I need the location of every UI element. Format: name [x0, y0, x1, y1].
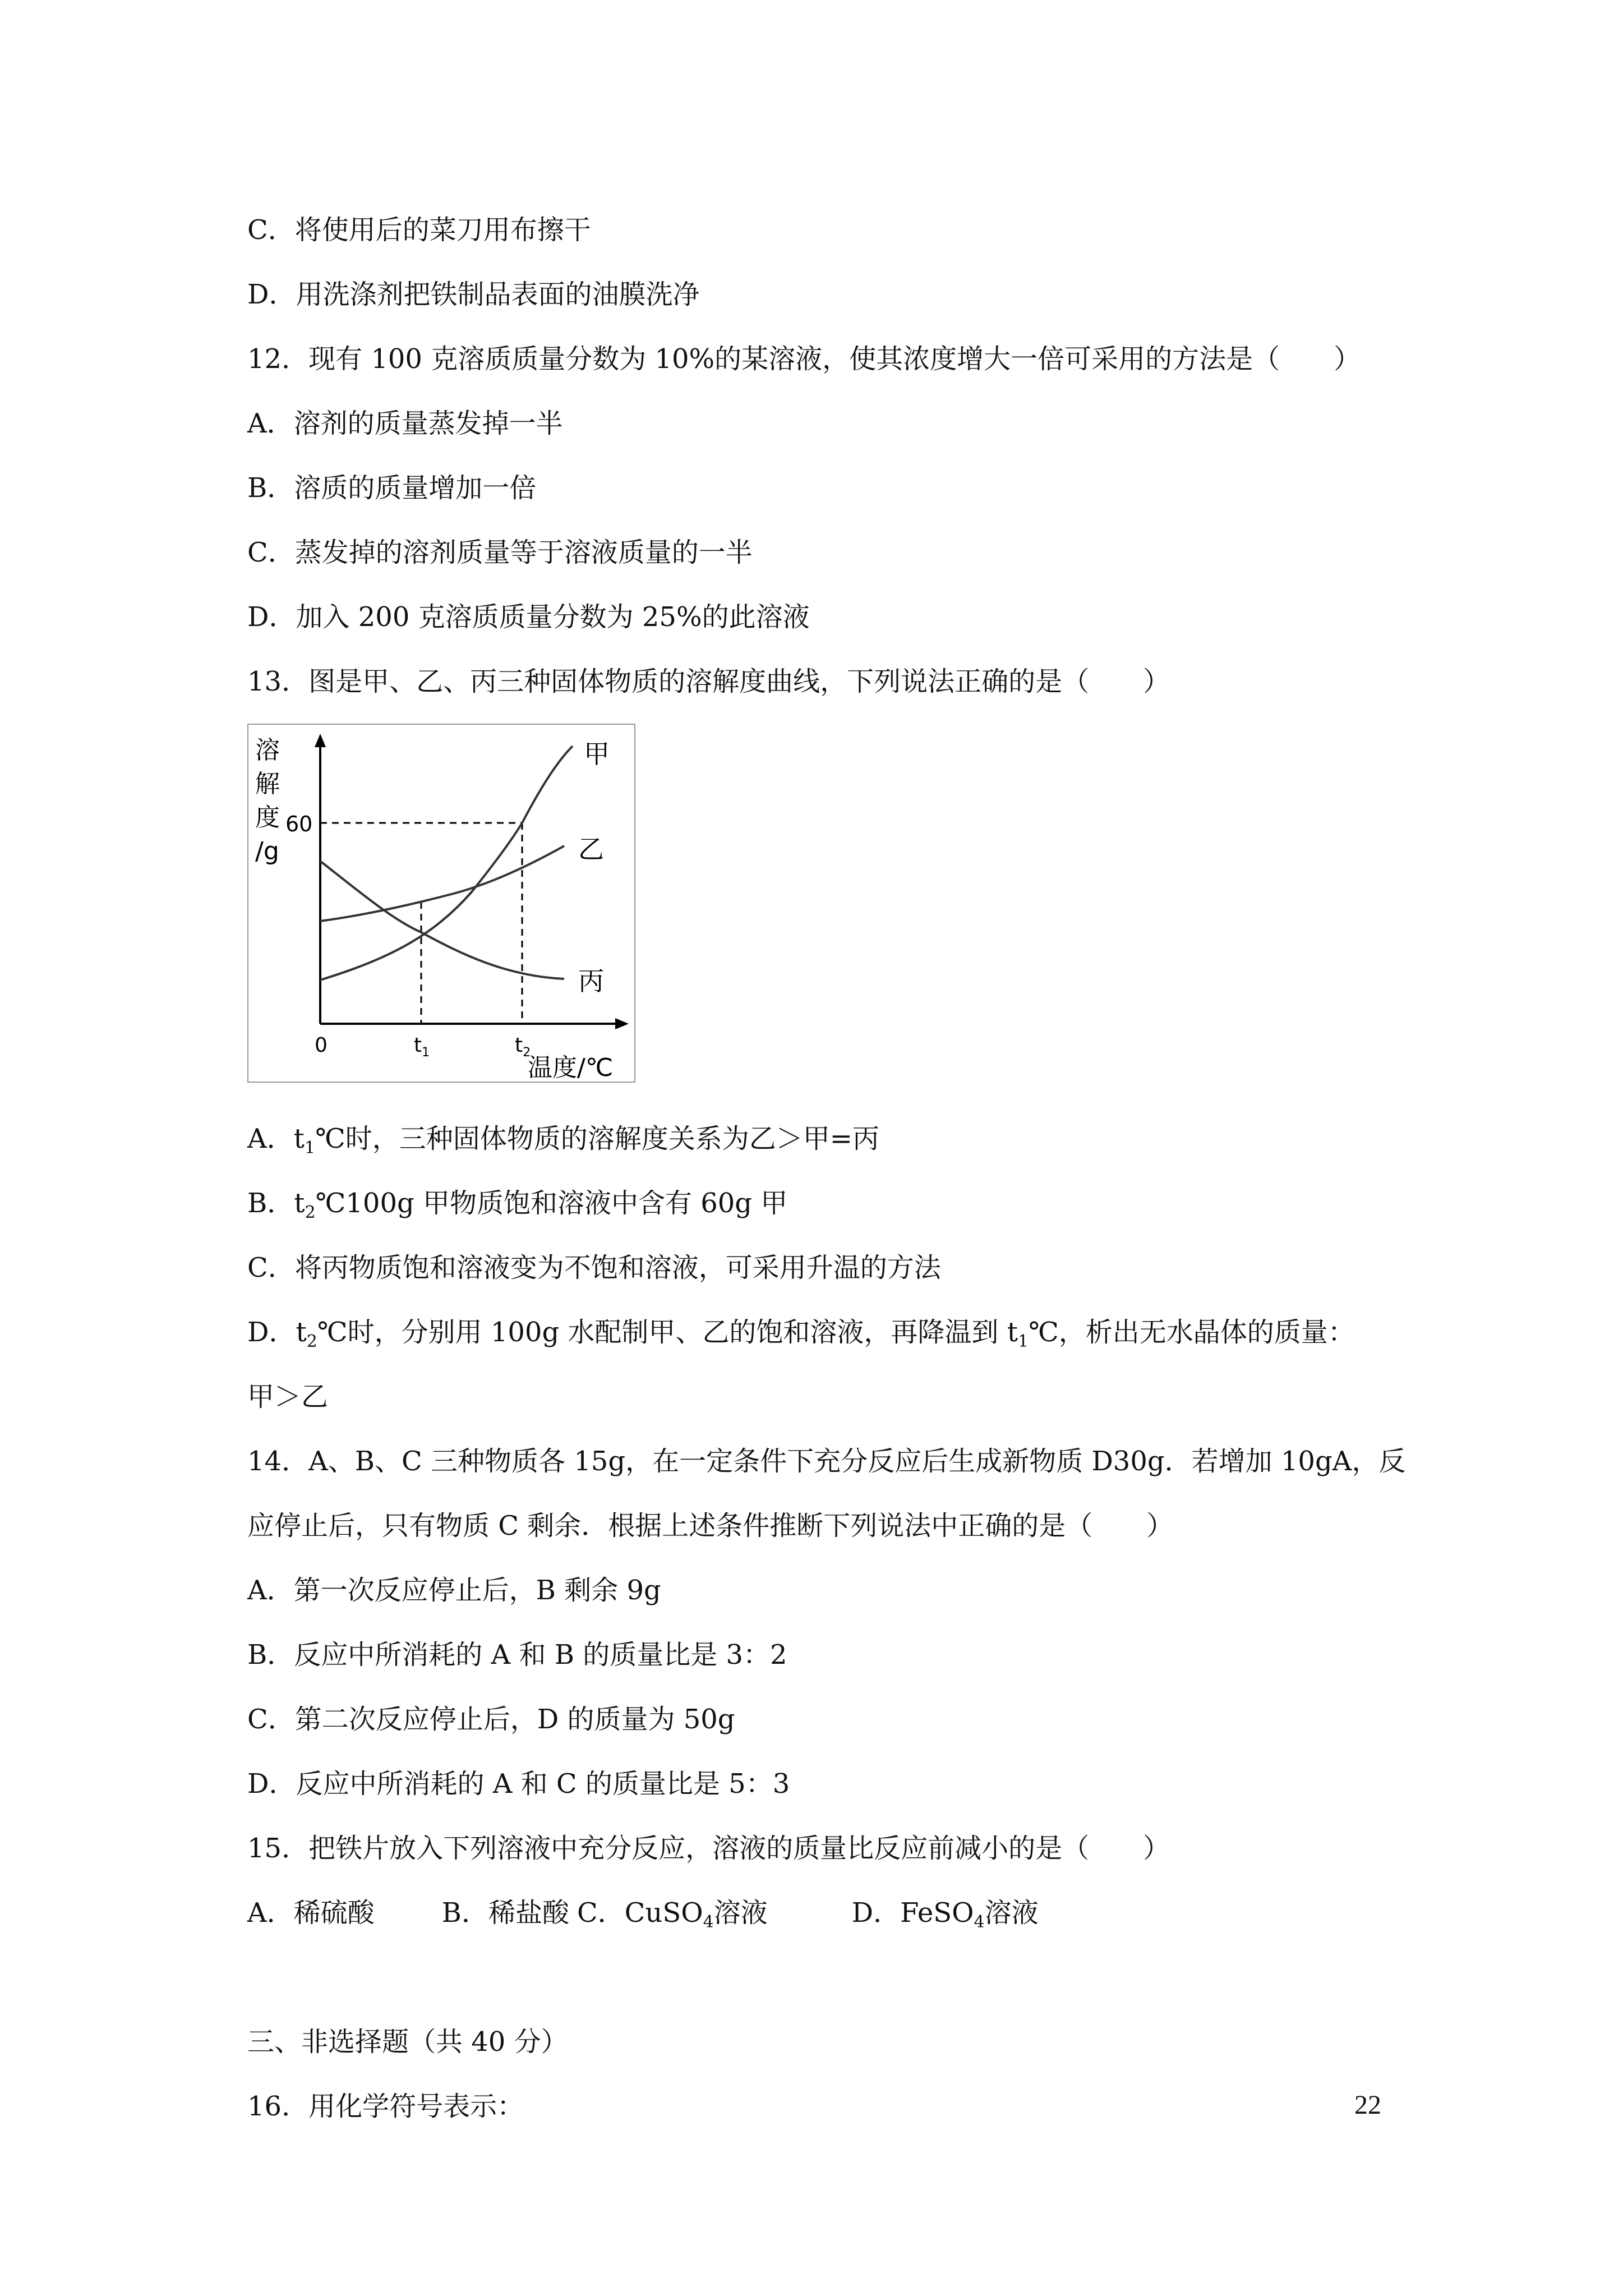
y-tick-60: 60 — [285, 812, 313, 836]
y-label-3: 度 — [255, 803, 280, 832]
solubility-graph-svg — [247, 724, 635, 1083]
y-label-1: 溶 — [255, 736, 280, 765]
q14-option-a: A．第一次反应停止后，B 剩余 9g — [247, 1575, 661, 1606]
q13-option-d: D．$t_2℃$时，分别用 100g 水配制甲、乙的饱和溶液，再降温到 $t_1℃$，析出无水晶体的质量： — [247, 1317, 1355, 1351]
q14-option-b: B．反应中所消耗的 A 和 B 的质量比是 3：2 — [247, 1639, 787, 1671]
q16-stem: 16．用化学符号表示： — [247, 2091, 524, 2122]
q13-stem: 13．图是甲、乙、丙三种固体物质的溶解度曲线，下列说法正确的是（ ） — [247, 666, 1170, 697]
q11-option-c: C．将使用后的菜刀用布擦干 — [247, 214, 591, 246]
y-label-4: /g — [255, 837, 279, 866]
q12-option-b: B．溶质的质量增加一倍 — [247, 472, 537, 504]
curve-label-yi: 乙 — [578, 834, 604, 864]
x-axis-label: 温度/℃ — [528, 1053, 614, 1082]
q14-stem-cont: 应停止后，只有物质 C 剩余．根据上述条件推断下列说法中正确的是（ ） — [247, 1510, 1174, 1542]
q13-option-c: C．将丙物质饱和溶液变为不饱和溶液，可采用升温的方法 — [247, 1252, 941, 1283]
curve-label-jia: 甲 — [584, 739, 610, 769]
q12-option-a: A．溶剂的质量蒸发掉一半 — [247, 408, 563, 439]
q15-option-b: B．稀盐酸 — [441, 1897, 569, 1929]
q11-option-d: D．用洗涤剂把铁制品表面的油膜洗净 — [247, 279, 700, 310]
q14-stem: 14．A、B、C 三种物质各 15g，在一定条件下充分反应后生成新物质 D30g．若增加 10gA，反 — [247, 1446, 1406, 1477]
q12-stem: 12．现有 100 克溶质质量分数为 10%的某溶液，使其浓度增大一倍可采用的方法是（ ） — [247, 343, 1361, 375]
q15-option-d: D．FeSO$_4$溶液 — [851, 1897, 1039, 1932]
q15-option-c: C．CuSO$_4$溶液 — [577, 1897, 768, 1932]
q14-option-c: C．第二次反应停止后，D 的质量为 50g — [247, 1704, 735, 1735]
page-number: 22 — [1354, 2090, 1381, 2120]
section-3-heading: 三、非选择题（共 40 分） — [247, 2026, 568, 2058]
q13-option-d-cont: 甲＞乙 — [247, 1381, 329, 1412]
q12-option-c: C．蒸发掉的溶剂质量等于溶液质量的一半 — [247, 537, 753, 568]
x-tick-origin: 0 — [315, 1034, 328, 1057]
q15-options — [247, 1896, 1039, 1930]
curve-label-bing: 丙 — [578, 966, 604, 996]
q13-option-a: A．$t_1℃$时，三种固体物质的溶解度关系为乙＞甲=丙 — [247, 1123, 879, 1158]
y-label-2: 解 — [255, 770, 280, 798]
q12-option-d: D．加入 200 克溶质质量分数为 25%的此溶液 — [247, 601, 810, 633]
solubility-graph — [247, 724, 635, 1083]
q14-option-d: D．反应中所消耗的 A 和 C 的质量比是 5：3 — [247, 1768, 790, 1800]
x-tick-t1: $t_1$ — [414, 1034, 430, 1060]
q15-stem: 15．把铁片放入下列溶液中充分反应，溶液的质量比反应前减小的是（ ） — [247, 1833, 1170, 1864]
graph-border — [248, 724, 635, 1082]
x-tick-t2: $t_2$ — [515, 1034, 531, 1060]
q15-option-a: A．稀硫酸 — [247, 1897, 375, 1929]
q13-option-b: B．$t_2℃100g$ 甲物质饱和溶液中含有 60g 甲 — [247, 1188, 788, 1222]
